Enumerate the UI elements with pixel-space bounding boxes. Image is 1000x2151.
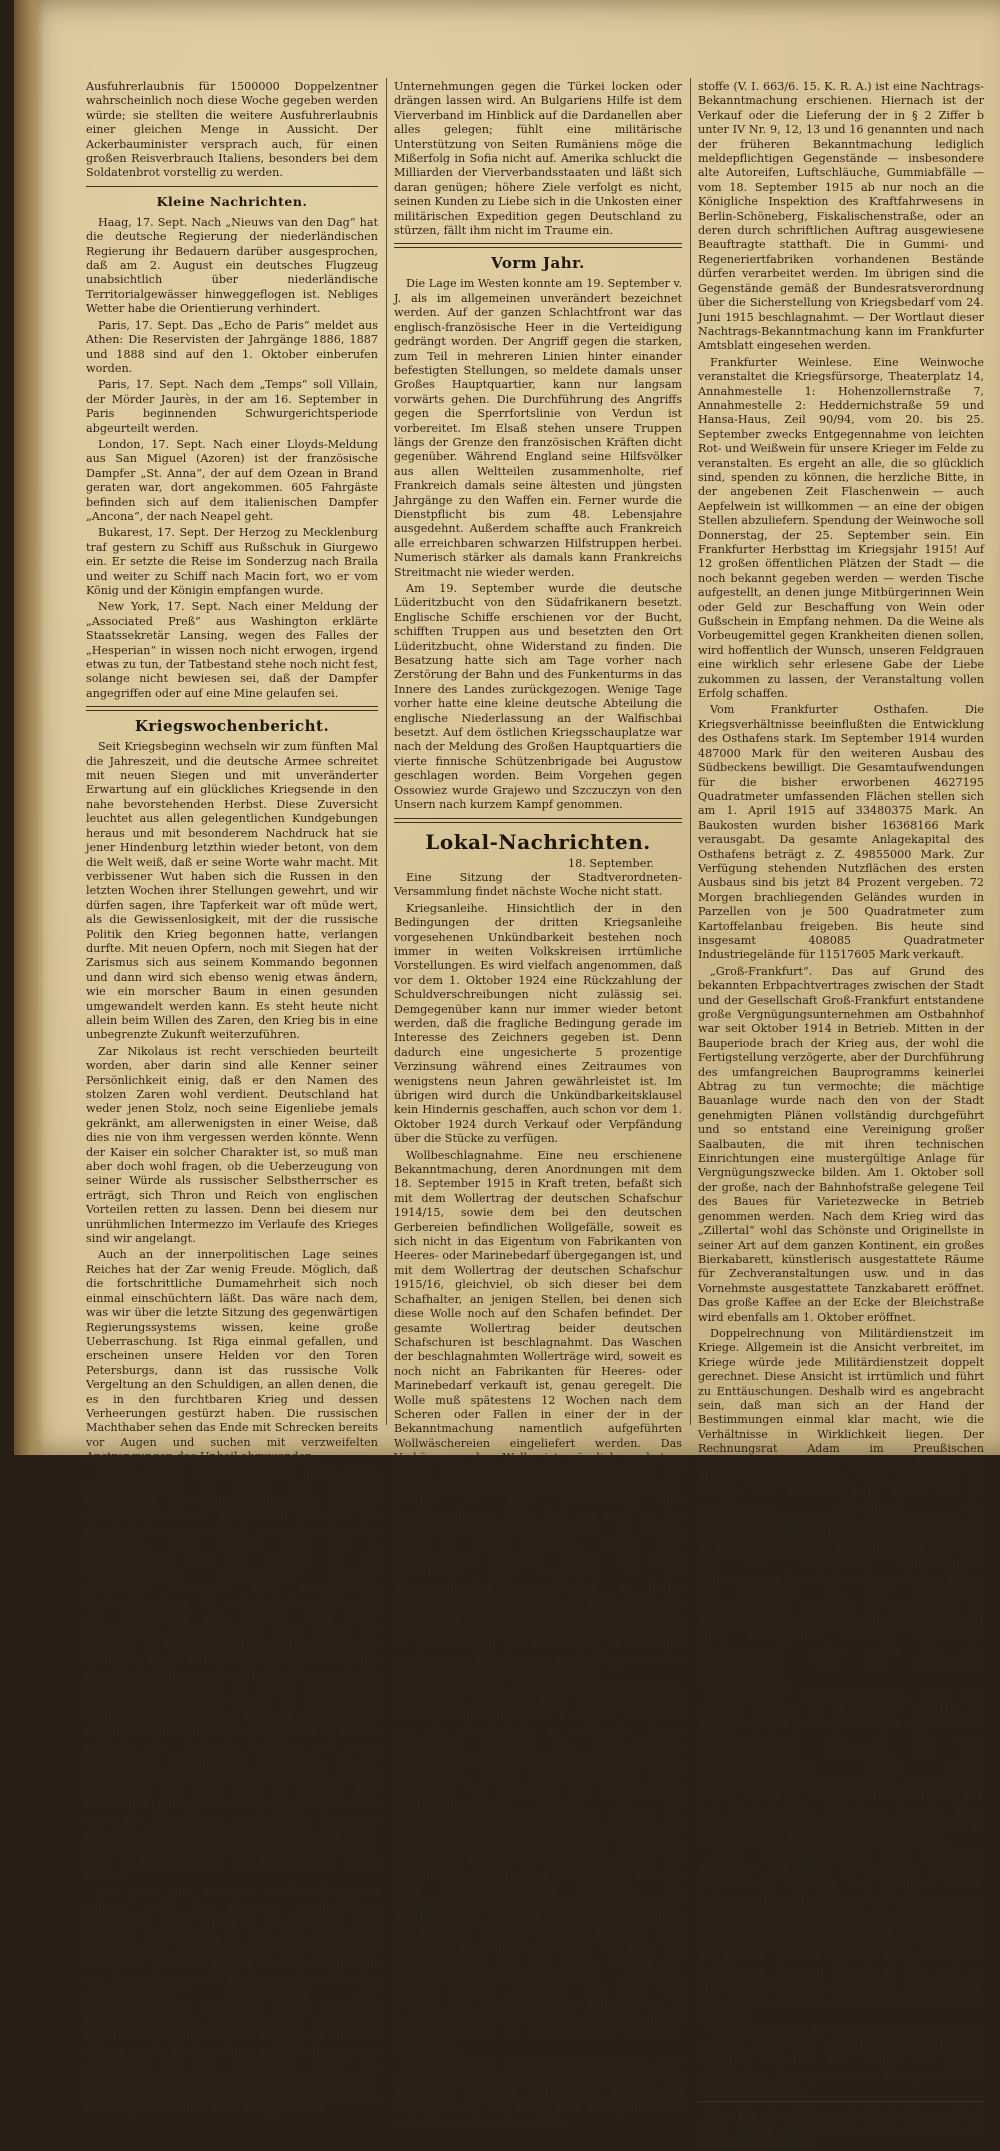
local-news-item: Wollbeschlagnahme. Eine neu erschienene Bekanntmachung, deren Anordnungen mit dem 18. September 1915 in Kraft treten, befaßt sich mit dem Wollertrag der deutschen Schafschur 1914/15, sowie dem bei den deutschen Gerbereien befindlichen Wollgefälle, soweit es sich nicht in das Eigentum von Fabrikanten von Heeres- oder Marinebedarf übergegangen ist, und mit dem Wollertrag der deutschen Schafschur 1915/16, gleichviel, ob sich dieser bei dem Schafhalter, an jenigen Stellen, bei denen sich diese Wolle noch auf den Schafen befindet. Der gesamte Wollertrag beider deutschen Schafschuren ist beschlagnahmt. Das Waschen der beschlagnahmten Wollerträge wird, soweit es noch nicht an Fabrikanten für Heeres- oder Marinebedarf verkauft ist, genau geregelt. Die Wolle muß spätestens 12 Wochen nach dem Scheren oder Fallen in einer der in der Bekanntmachung namentlich aufgeführten Wollwäschereien eingeliefert werden. Das Verkämmen der Wolle ist gänzlich verboten, soweit nicht eine ausdrückliche Verfügung der Kriegs-Rohstoff-Abteilung hierzu Erlaubnis erteilt worden ist. Eine Veräußerung der beschlagnahmten Wolle darf nur noch an die Kriegswollbedarf-Aktiengesellschaft in Berlin, sowie an solche Personen, Firmen oder Gesellschaften erfolgen, welche die Wolle unmittelbar oder mittelbar an die Kriegswollbedarf-Aktiengesellschaft in Berlin verkaufen. Für die Lieferung der Wolle durch den Schafhalter sind ebenfalls bestimmte Vorschriften gegeben. In jedem Falle muß die Wolle spätestens 10 Wochen nach der Einlieferung in einer der zugelassenen Wäschereien in das Eigentum der Kriegswollbedarf-Aktiengesellschaft übergegangen sein; der Wollertrag 1914/15 muß bis zum 31. Dezember 1915 in dem Eigentum dieser Gesellschaft stehen. Ueber die Preise die von der Gesellschaft zu zahlenden Preise entscheidet endgültig die Kriegs-Rohstoff-Abteilung nach Anhörung einer Sachverständigen-Kommission, deren Zusammensetzung unter Zuziehung von Vertretern der verschiedenen Interessentenkreise geregelt ist. Die Kriegswollbedarf-Aktiengesellschaft verteilt die von ihr erworbene Wolle unter Genehmigung der Kriegs-Rohstoff-Abteilung an solche inländische Verarbeiter, welche die Wolle nachweislich zur Ausführung von Aufträgen der deutschen Heeres- oder Marine-Verwaltung brauchen. Die Bekanntmachung enthält noch eine Reihe anderer Bestimmungen, so über Anträge von Schafhaltern auf Freigabe geringer Mengen Rohwolle zum Verbrauch im eigenen Haushalt und über die Mindestmengen, die bei einem Verkauf der Kriegswollbedarf-Aktiengesellschaft angeboten werden müssen. Außerdem wird auch das Scheren der Schafe zu einer früheren als in anderen üblichen Zeit verboten. Der Wortlaut der Bekanntmachung ist im Frankfurter Amtsblatt einzusehen. (394, 1148, 682, 2055)
news-item: Paris, 17. Sept. Das „Echo de Paris“ meldet aus Athen: Die Reservisten der Jahrgänge 1886, 1887 und 1888 sind auf den 1. Oktober einberufen worden. (86, 318, 378, 375)
article-paragraph: Seit Kriegsbeginn wechseln wir zum fünften Mal die Jahreszeit, und die deutsche Armee schreitet mit neuen Siegen und mit unveränderter Erwartung auf ein glückliches Kriegsende in den nahe bevorstehenden Herbst. Diese Zuversicht leuchtet aus allen gelegentlichen Kundgebungen heraus und mit besonderem Nachdruck hat sie jener Hindenburg letzthin wieder betont, von dem die Welt weiß, daß er seine Worte wahr macht. Mit verbissener Wut haben sich die Russen in den letzten Wochen ihrer Stellungen gewehrt, und wir dürfen sagen, ihre Tapferkeit war oft müde wert, als die Gewissenlosigkeit, mit der die russische Politik den Krieg begonnen hatte, verlangen durfte. Mit neuen Opfern, noch mit Siegen hat der Zarismus sich aus seinem Kommando begonnen und dann wird sich ebenso wenig etwas ändern, wie ein morscher Baum in einen gesunden umgewandelt werden kann. Es steht heute nicht allein beim Willen des Zaren, den Krieg bis in eine unbegrenzte Zukunft weiterzuführen. (86, 740, 378, 1042)
column-3 (698, 80, 984, 2151)
kleine-nachrichten-heading: Kleine Nachrichten. (156, 193, 308, 209)
local-news-item: Frankfurter Weinlese. Eine Weinwoche veranstaltet die Kriegsfürsorge, Theaterplatz 14, Annahmestelle 1: Hohenzollernstraße 7, Annahmestelle 2: Heddernichstraße 59 und Hansa-Haus, Zeil 90/94, vom 20. bis 25. September zwecks Entgegennahme von leichten Rot- und Weißwein für unsere Krieger im Felde zu veranstalten. Es ergeht an alle, die so glücklich sind, spenden zu können, die herzliche Bitte, in der angebenen Zeit Flaschenwein — auch Aepfelwein ist willkommen — an eine der obigen Stellen abzuliefern. Spendung der Weinwoche soll Donnerstag, der 25. September sein. Ein Frankfurter Herbsttag im Kriegsjahr 1915! Auf 12 großen öffentlichen Plätzen der Stadt — die noch bekannt gegeben werden — werden Tische aufgestellt, an denen junge Mitbürgerinnen Wein oder Geld zur Beschaffung von Wein oder Gußschein in Empfang nehmen. Da die Weine als Vorbeugemittel gegen Krankheiten dienen sollen, wird hoffentlich der Wunsch, unseren Feldgrauen eine wirklich sehr erlesene Gabe der Liebe zukommen zu lassen, der Veranstaltung vollen Erfolg schaffen. (698, 355, 984, 701)
news-item: London, 17. Sept. Nach einer Lloyds-Meldung aus San Miguel (Azoren) ist der französische Dampfer „St. Anna“, der auf dem Ozean in Brand geraten war, dort angekommen. 605 Fahrgäste befinden sich auf dem italienischen Dampfer „Ancona“, der nach Neapel geht. (86, 437, 378, 523)
section-divider (86, 706, 378, 711)
dateline: 18. September. (568, 856, 654, 870)
article-paragraph: Die Lage im Westen konnte am 19. September v. J. als im allgemeinen unverändert bezeichnet werden. Auf der ganzen Schlachtfront war das englisch-französische Heer in die Verteidigung gedrängt worden. Der Angriff gegen die starken, zum Teil in mehreren Linien hinter einander befestigten Stellungen, so meldete damals unser Großes Hauptquartier, kann nur langsam vorwärts gehen. Die Durchführung des Angriffs gegen die Sperrfortslinie von Verdun ist vorbereitet. Im Elsaß stehen unsere Truppen längs der Grenze den französischen Kräften dicht gegenüber. Während England seine Hilfsvölker aus allen Weltteilen zusammenholte, rief Frankreich damals seine ältesten und jüngsten Jahrgänge zu den Waffen ein. Ferner wurde die Dienstpflicht bis zum 48. Lebensjahre ausgedehnt. Außerdem schaffte auch Frankreich alle erreichbaren schwarzen Hilfstruppen herbei. Numerisch stärker als damals kann Frankreichs Streitmacht nie wieder werden. (394, 277, 682, 579)
col1-lead-paragraph: Ausfuhrerlaubnis für 1500000 Doppelzentner wahrscheinlich noch diese Woche gegeben werden würde; sie stellten die weitere Ausfuhrerlaubnis einer gleichen Menge in Aussicht. Der Ackerbauminister versprach auch, für einen großen Reisverbrauch Italiens, besonders bei dem Soldatenbrot vorstellig zu werden. (86, 80, 378, 180)
article-paragraph: Der „alte gute Cadorna“ ist kränklich und scheint nach der jüngsten empfindlichen Niederlage seiner Truppen im südlichen Tirol ernstlich entschlossen zu sein, den Oberbefehl niederzulegen, nachdem dieser Tage erst wieder 25 seiner Generäle wegen Dienstuntauglichkeit zur Disposition gestellt werden mußten. Von der angekündigten Unterstützung der Dardanellenaktion Italiens ist bisher nichts zu bemerken gewesen, auf Frankreichs Boden sind erst recht keine italienischen Truppen erschienen. Italien ist die Enttäuschung in Reinkultur, es ist enttäuscht und hat enttäuscht. Ueber die endgültige Stellungnahme der Balkanstaaten tappt man noch immer im Dunkeln; nur so viel ist gewiß, daß Bulgarien sich in keine kriegerischen (86, 1886, 378, 2116)
local-news-item: Nassauischer Raiffeisenverband. Trotz des Krieges wurden im Kriegsjahr 1914/15 im Regierungsbezirk Wiesbaden vom Nassauischen Raiffeisenverband die als 50 neue Genossenschaften gegründet. Um den Verwaltungsorganen dieser neuen Genossenschaften eine gründliche Ausbildung zu geben, finden im November für die Kreise Dill und Biedenkopf in Dillenburg, für den Kreis Wetzlar in Wetzlar und für alle übrigen Kreise in Frankfurt a. M. besondere Lehrgänge statt. (698, 1689, 984, 1847)
column-2 (394, 80, 682, 2129)
column-1 (86, 80, 378, 2116)
local-news-item: Eine Sitzung der Stadtverordneten-Versammlung findet nächste Woche nicht statt. (394, 870, 682, 899)
local-news-item: Tödlicher Unfall. In der Maschinenfabrik Fries & Sohn wurde der 16jährige Schlosserlehrling Friedrich Scherrer aus Bieber von einem elektrischen Kran gegen eine Rampe gedrückt und totgequetscht. (698, 2024, 984, 2096)
local-news-item: Albert Schumann-Theater. Das Operetten-Ensemble „Auf Befehl der Kaiserin“ kann nur noch wenige Tage auf dem Spielplan des A. Schumann-Theaters bleiben, da bereits eine neue Operette in Vorbereitung ist. Am Sonntag finden wiederum zwei Vorstellungen zu den bekannten billigen Preisen statt; Nachmittags 4 Uhr kommt bei kleinen Preisen „Unsere Feldgrauen“ zur Aufführung, Sonntag Abends 8 Uhr wird zu ermäßigten Preisen: „Auf Befehl der Kaiserin“ zum letzten Male als Sonntagsabendvorstellung gegeben. (698, 1849, 984, 2022)
newspaper-page (14, 0, 1000, 2151)
article-paragraph: Zar Nikolaus ist recht verschieden beurteilt worden, aber darin sind alle Kenner seiner Persönlichkeit einig, daß er den Namen des stolzen Zaren wohl verdient. Deutschland hat weder jenen Stolz, noch seine Eigenliebe jemals gekränkt, am allerwenigsten in einer Weise, daß dies nie von ihm vergessen werden könnte. Wenn der Kaiser ein solcher Charakter ist, so muß man aber doch wohl fragen, ob die Ueberzeugung von seiner Würde als russischer Selbstherrscher es erträgt, sich Thron und Reich von englischen Vorteilen retten zu lassen. Denn bei diesem nur unrühmlichen Intermezzo im Verlaufe des Krieges sind wir angelangt. (86, 1044, 378, 1246)
section-divider (698, 2101, 984, 2102)
col2-lead-paragraph: Unternehmungen gegen die Türkei locken oder drängen lassen wird. An Bulgariens Hilfe ist dem Vierverband im Hinblick auf die Dardanellen aber alles gelegen; fühlt eine militärische Unterstützung von Seiten Rumäniens möge die Mißerfolg in Sofia nicht auf. Amerika schluckt die Milliarden der Vierverbandsstaaten und läßt sich daran genügen; höhere Ziele verfolgt es nicht, seinen Kunden zu Liebe sich in die Unkosten einer militärischen Expedition gegen Deutschland zu stürzen, fällt ihm nicht im Traume ein. (394, 80, 682, 238)
local-news-item: Doppelrechnung von Militärdienstzeit im Kriege. Allgemein ist die Ansicht verbreitet, im Kriege würde jede Militärdienstzeit doppelt gerechnet. Diese Ansicht ist irrtümlich und führt zu Enttäuschungen. Deshalb wird es angebracht sein, daß man sich an der Hand der Bestimmungen einmal klar macht, wie die Verhältnisse in Wirklichkeit liegen. Der Rechnungsrat Adam im Preußischen Kriegsministerium, einer der besten Kenner des Militärversorgungswesens, sagt in seinem, im Verlage der Kameradschaft, Berlin W. 35 erschienenen „Handbuch der Militärversorgungsgesetze“: Für jeden Krieg, an welchem ein Offizier, Unteroffizier oder Gemeiner im Reichsheere, in der Kaiserlichen Marine oder bei den Kaiserlichen Schutztruppen teilgenommen hat, wird zu der wirklichen Dauer der Dienstzeit ein Jahr (Kriegsjahr) hinzugerechnet; jedoch ist für mehrere in ein Kalenderjahr fallende Kriege die Anrechnung nur eines Kriegsjahres zulässig. Gleichartige Bestimmungen gelten auch für die Reichsbeamten und die preußischen Staatsbeamten. (698, 1326, 984, 1686)
kriegswochenbericht-heading: Kriegswochenbericht. (134, 717, 330, 736)
local-news-item: stoffe (V. I. 663/6. 15. K. R. A.) ist eine Nachtrags-Bekanntmachung erschienen. Hiernach ist der Verkauf oder die Lieferung der in § 2 Ziffer b unter IV Nr. 9, 12, 13 und 16 genannten und nach der früheren Bekanntmachung lediglich meldepflichtigen Gegenstände — insbesondere alte Autoreifen, Luftschläuche, Gummiabfälle — vom 18. September 1915 ab nur noch an die Königliche Inspektion des Kraftfahrwesens in Berlin-Schöneberg, Fiskalischenstraße, oder an deren durch schriftlichen Auftrag ausgewiesene Beauftragte statthaft. Die in Gummi- und Regeneriertfabriken vorhandenen Bestände dürfen verarbeitet werden. Im übrigen sind die Gegenstände gemäß der Bundesratsverordnung über die Sicherstellung von Kriegsbedarf vom 24. Juni 1915 beschlagnahmt. — Der Wortlaut dieser Nachtrags-Bekanntmachung kann im Frankfurter Amtsblatt eingesehen werden. (698, 80, 984, 353)
vorm-jahr-heading: Vorm Jahr. (491, 254, 585, 273)
column-rule-1 (386, 78, 387, 1425)
news-item: Paris, 17. Sept. Nach dem „Temps“ soll Villain, der Mörder Jaurès, in der am 16. September in Paris beginnenden Schwurgerichtsperiode abgeurteilt werden. (86, 378, 378, 435)
local-news-item: Vom Frankfurter Osthafen. Die Kriegsverhältnisse beeinflußten die Entwicklung des Osthafens stark. Im September 1914 wurden 487000 Mark für den weiteren Ausbau des Südbeckens bewilligt. Die Gesamtaufwendungen für die bisher erworbenen 4627195 Quadratmeter umfassenden Flächen stellen sich am 1. April 1915 auf 33480375 Mark. An Baukosten wurden bisher 16368166 Mark verausgabt. Da gesamte Anlagekapital des Osthafens beträgt z. Z. 49855000 Mark. Zur Verfügung stehenden Nutzflächen des ersten Ausbaus sind bis jetzt 84 Prozent vergeben. 72 Morgen brachliegenden Geländes wurden in Parzellen von je 500 Quadratmeter zum Kartoffelanbau freigeben. Bis heute sind insgesamt 408085 Quadratmeter Industriegelände für 11517605 Mark verkauft. (698, 703, 984, 962)
news-item: New York, 17. Sept. Nach einer Meldung der „Associated Preß“ aus Washington erklärte Staatssekretär Lansing, wegen des Falles der „Hesperian“ in wissen noch nicht erwogen, irgend etwas zu tun, der Tatbestand stehe noch nicht fest, solange nicht bewiesen sei, daß der Dampfer angegriffen oder auf eine Mine gelaufen sei. (86, 600, 378, 700)
section-divider (394, 243, 682, 248)
article-paragraph: Unsere Feinde im Westen leiden gleich ihrem Bundesgenossen im Osten an heftigem Geldmangel. Die englische Regierung forderte soeben einen neuen Kriegskredit von fünf, die französische einen solchen von mehr als sechs Milliarden. Beide Staaten aber, die in Friedenszeiten sich mit Vorliebe als die unerschöpflichen Geldkammern Europas aufspielten, vermögen trotz drückendster Steuereintreibung die erforderlichen Geldmittel zur Fortsetzung des Krieges nicht mehr aufzubringen und vollführen einen Kotau vor Amerika, um dessen Nabobs zur Hergabe einiger Milliarden gegen hohen Zins zu gewinnen. Infolge der Niederlage an den Dardanellen und des mißglückten Vorgehens im Westen hat England täglich Kriegsausgaben von 60 auf mehr als 80 Millionen Mark erhöht, so daß der Schatzkanzler durchaus recht hatte, wenn er vor dem Parlament erklärte, das Englands Schulden mit einer Schnelligkeit ohnegleichen anwüchsen. In der Geldsorge gesellen sich noch viele andere, die den Engländern die Hölle heiß zu machen. Der nationale Lohnkampf der Bergarbeiter, denen sich sogar die Eisenbahner anzuschließen beginnen, das flaue Werben freiwilliger Soldaten, der Streit um die Einführung der allgemeinen Dienstpflicht usw. In Frankreich ist die innere Lage wenig besser. (86, 1466, 378, 1883)
article-paragraph: Auch an der innerpolitischen Lage seines Reiches hat der Zar wenig Freude. Möglich, daß die fortschrittliche Dumamehrheit sich noch einmal einschüchtern läßt. Das wäre nach dem, was wir über die letzte Sitzung des gegenwärtigen Regierungssystems wissen, keine große Ueberraschung. Ist Riga einmal gefallen, und erscheinen unsere Helden vor den Toren Petersburgs, dann ist das russische Volk Vergeltung an den Schuldigen, an allen denen, die es in den furchtbaren Krieg und dessen Verheerungen gestürzt haben. Die russischen Machthaber sehen das Ende mit Schrecken bereits vor Augen und suchen mit verzweifelten Anstrengungen das Unheil abzuwenden. (86, 1248, 378, 1464)
local-news-item: Kautschuk usw. Zu der Bekanntmachung über die Bestandserhebung und Beschlagnahme von Kautschuk (Gummi), Guttapercha, Balata und Asbest, sowie von Halb- und Fertigfabrikaten unter Verwendung dieser Roh- (394, 2058, 682, 2129)
news-item: Bukarest, 17. Sept. Der Herzog zu Mecklenburg traf gestern zu Schiff aus Rußschuk in Giurgewo ein. Er setzte die Reise im Sonderzug nach Braila und weiter zu Schiff nach Macin fort, wo er vom König und der Königin empfangen wurde. (86, 526, 378, 597)
section-divider (86, 186, 378, 187)
page-binding-shadow (14, 0, 44, 1455)
lokal-nachrichten-heading: Lokal-Nachrichten. (425, 829, 651, 854)
local-news-item: „Groß-Frankfurt“. Das auf Grund des bekannten Erbpachtvertrages zwischen der Stadt und der Gesellschaft Groß-Frankfurt entstandene große Vergnügungsunternehmen am Ostbahnhof war seit Oktober 1914 in Betrieb. Mitten in der Bauperiode brach der Krieg aus, der wohl die Fertigstellung verzögerte, aber der Durchführung des umfangreichen Bauprogramms keinerlei Abtrag zu tun vermochte; die mächtige Bauanlage wurde nach den von der Stadt genehmigten Plänen vollständig durchgeführt und so entstand eine Vereinigung großer Saalbauten, die mit ihren technischen Einrichtungen eine mustergültige Anlage für Vergnügungszwecke bilden. Am 1. Oktober soll der große, nach der Bahnhofstraße gelegene Teil des Baues für Varietezwecke in Betrieb genommen werden. Nach dem Krieg wird das „Zillertal“ wohl das Schönste und Originellste in seiner Art auf dem ganzen Kontinent, ein großes Bierkabarett, künstlerisch ausgestattete Räume für Zechveranstaltungen usw. und in das Vornehmste ausgestattete Tanzkabarett eröffnet. Das große Kaffee an der Ecke der Bleichstraße wird ebenfalls am 1. Oktober eröffnet. (698, 964, 984, 1324)
section-divider (394, 818, 682, 823)
news-item: Haag, 17. Sept. Nach „Nieuws van den Dag“ hat die deutsche Regierung der niederländischen Regierung ihr Bedauern darüber ausgesprochen, daß am 2. August ein deutsches Flugzeug unabsichtlich über niederländische Territorialgewässer hinweggeflogen ist. Nebliges Wetter habe die Orientierung verhindert. (86, 215, 378, 316)
column-rule-2 (690, 78, 691, 1425)
local-news-item: Kriegsanleihe. Hinsichtlich der in den Bedingungen der dritten Kriegsanleihe vorgesehenen Unkündbarkeit bestehen noch immer in weiten Volkskreisen irrtümliche Vorstellungen. Es wird vielfach angenommen, daß vor dem 1. Oktober 1924 eine Rückzahlung der Schuldverschreibungen nicht zulässig sei. Demgegenüber kann nur immer wieder betont werden, daß die fragliche Bedingung gerade im Interesse des Zeichners gegeben ist. Denn dadurch eine ungesicherte 5 prozentige Verzinsung während eines Zeitraumes von wenigstens neun Jahren gewährleistet ist. Im übrigen wird durch die Unkündbarkeitsklausel kein Hindernis geschaffen, auch schon vor dem 1. Oktober 1924 durch Verkauf oder Verpfändung über die Stücke zu verfügen. (394, 901, 682, 1146)
article-paragraph: Am 19. September wurde die deutsche Lüderitzbucht von den Südafrikanern besetzt. Englische Schiffe erschienen vor der Bucht, schifften Truppen aus und besetzten den Ort Lüderitzbucht, ohne Widerstand zu finden. Die Besatzung hatte sich am Tage vorher nach Zerstörung der Bahn und des Funkenturms in das Innere des Landes zurückgezogen. Wenige Tage vorher hatte eine kleine deutsche Abteilung die englische Niederlassung an der Walfischbai besetzt. Auf dem östlichen Kriegsschauplatze war nach der Meldung des Großen Hauptquartiers die vierte finnische Schützenbrigade bei Augustow geschlagen worden. Beim Vorgehen gegen Ossowiez wurde Grajewo und Szczuczyn von den Unsern nach kurzem Kampf genommen. (394, 582, 682, 812)
editorial-note: Der Tagesbericht war bei Redaktionsschluß noch nicht eingetroffen und erscheint in nächster Nummer. (698, 2107, 984, 2151)
